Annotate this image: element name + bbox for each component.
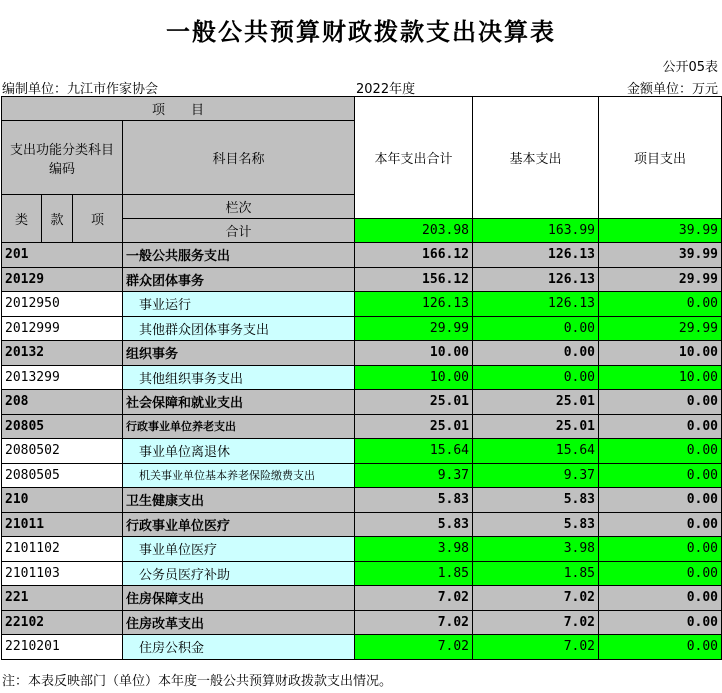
- table-row: [2, 341, 722, 366]
- row-name: 群众团体事务: [123, 267, 355, 292]
- row-total: 25.01: [355, 414, 473, 439]
- table-row: [2, 488, 722, 513]
- row-name: 组织事务: [123, 341, 355, 366]
- row-basic: 5.83: [473, 512, 599, 537]
- row-basic: 0.00: [473, 316, 599, 341]
- header-basic: 基本支出: [473, 97, 599, 219]
- budget-table: [1, 96, 722, 660]
- table-row: [2, 463, 722, 488]
- row-project: 39.99: [599, 243, 722, 268]
- row-name: 公务员医疗补助: [123, 561, 355, 586]
- table-row: [2, 610, 722, 635]
- table-row: [2, 243, 722, 268]
- row-total: 10.00: [355, 341, 473, 366]
- report-meta: [2, 78, 718, 96]
- row-code: 20129: [2, 267, 123, 292]
- row-code: 21011: [2, 512, 123, 537]
- row-total: 9.37: [355, 463, 473, 488]
- row-basic: 7.02: [473, 586, 599, 611]
- row-code: 2080502: [2, 439, 123, 464]
- row-basic: 7.02: [473, 610, 599, 635]
- row-total: 5.83: [355, 512, 473, 537]
- row-basic: 126.13: [473, 243, 599, 268]
- row-basic: 0.00: [473, 341, 599, 366]
- row-total: 7.02: [355, 586, 473, 611]
- footnote: 注：本表反映部门（单位）本年度一般公共预算财政拨款支出情况。: [2, 674, 393, 689]
- row-project: 0.00: [599, 537, 722, 562]
- sum-project: 39.99: [599, 219, 722, 243]
- table-row: [2, 414, 722, 439]
- row-project: 0.00: [599, 463, 722, 488]
- sum-basic: 163.99: [473, 219, 599, 243]
- row-name: 卫生健康支出: [123, 488, 355, 513]
- row-basic: 9.37: [473, 463, 599, 488]
- row-total: 156.12: [355, 267, 473, 292]
- row-code: 20132: [2, 341, 123, 366]
- row-total: 7.02: [355, 610, 473, 635]
- report-year: 2022年度: [356, 82, 416, 97]
- sum-label: 合计: [123, 219, 355, 243]
- row-code: 2080505: [2, 463, 123, 488]
- row-code: 221: [2, 586, 123, 611]
- row-basic: 25.01: [473, 390, 599, 415]
- row-project: 0.00: [599, 439, 722, 464]
- header-code: 支出功能分类科目编码: [2, 121, 123, 195]
- row-total: 166.12: [355, 243, 473, 268]
- row-project: 0.00: [599, 292, 722, 317]
- row-name: 一般公共服务支出: [123, 243, 355, 268]
- row-project: 0.00: [599, 610, 722, 635]
- row-project: 0.00: [599, 512, 722, 537]
- row-name: 住房保障支出: [123, 586, 355, 611]
- table-row: [2, 439, 722, 464]
- row-total: 10.00: [355, 365, 473, 390]
- row-code: 2210201: [2, 635, 123, 660]
- row-total: 126.13: [355, 292, 473, 317]
- report-title: 一般公共预算财政拨款支出决算表: [166, 18, 556, 46]
- row-total: 29.99: [355, 316, 473, 341]
- header-total: 本年支出合计: [355, 97, 473, 219]
- row-basic: 126.13: [473, 267, 599, 292]
- row-project: 10.00: [599, 341, 722, 366]
- row-name: 机关事业单位基本养老保险缴费支出: [123, 463, 355, 488]
- row-code: 2101102: [2, 537, 123, 562]
- row-code: 20805: [2, 414, 123, 439]
- row-project: 0.00: [599, 390, 722, 415]
- row-project: 0.00: [599, 414, 722, 439]
- row-name: 行政事业单位养老支出: [123, 414, 355, 439]
- row-code: 210: [2, 488, 123, 513]
- row-basic: 15.64: [473, 439, 599, 464]
- row-name: 住房改革支出: [123, 610, 355, 635]
- header-kuan: 款: [42, 195, 73, 243]
- row-name: 其他群众团体事务支出: [123, 316, 355, 341]
- row-project: 0.00: [599, 635, 722, 660]
- header-item: 项 目: [2, 97, 355, 121]
- row-code: 22102: [2, 610, 123, 635]
- row-name: 行政事业单位医疗: [123, 512, 355, 537]
- row-name: 事业单位离退休: [123, 439, 355, 464]
- row-basic: 25.01: [473, 414, 599, 439]
- row-project: 0.00: [599, 561, 722, 586]
- row-project: 0.00: [599, 586, 722, 611]
- table-row: [2, 316, 722, 341]
- row-name: 事业运行: [123, 292, 355, 317]
- header-lei: 类: [2, 195, 42, 243]
- row-project: 0.00: [599, 488, 722, 513]
- row-project: 10.00: [599, 365, 722, 390]
- row-name: 事业单位医疗: [123, 537, 355, 562]
- row-code: 2013299: [2, 365, 123, 390]
- row-code: 2012999: [2, 316, 123, 341]
- row-name: 社会保障和就业支出: [123, 390, 355, 415]
- table-row: [2, 292, 722, 317]
- row-name: 其他组织事务支出: [123, 365, 355, 390]
- row-basic: 5.83: [473, 488, 599, 513]
- row-name: 住房公积金: [123, 635, 355, 660]
- table-row: [2, 537, 722, 562]
- header-lanci: 栏次: [123, 195, 355, 219]
- row-basic: 0.00: [473, 365, 599, 390]
- header-xiang: 项: [73, 195, 123, 243]
- table-row: [2, 267, 722, 292]
- row-code: 2101103: [2, 561, 123, 586]
- table-row: [2, 512, 722, 537]
- row-total: 5.83: [355, 488, 473, 513]
- sum-total: 203.98: [355, 219, 473, 243]
- header-row-1: [2, 97, 722, 121]
- row-code: 208: [2, 390, 123, 415]
- row-total: 15.64: [355, 439, 473, 464]
- row-basic: 126.13: [473, 292, 599, 317]
- row-total: 1.85: [355, 561, 473, 586]
- table-row: [2, 561, 722, 586]
- row-code: 201: [2, 243, 123, 268]
- table-row: [2, 390, 722, 415]
- table-row: [2, 586, 722, 611]
- money-unit: 金额单位：万元: [626, 82, 718, 97]
- row-total: 3.98: [355, 537, 473, 562]
- table-row: [2, 365, 722, 390]
- row-basic: 7.02: [473, 635, 599, 660]
- row-project: 29.99: [599, 316, 722, 341]
- table-row: [2, 635, 722, 660]
- row-project: 29.99: [599, 267, 722, 292]
- row-total: 25.01: [355, 390, 473, 415]
- row-basic: 1.85: [473, 561, 599, 586]
- row-total: 7.02: [355, 635, 473, 660]
- form-number: 公开05表: [662, 60, 718, 75]
- row-code: 2012950: [2, 292, 123, 317]
- compiling-unit: 编制单位：九江市作家协会: [2, 82, 159, 97]
- header-project: 项目支出: [599, 97, 722, 219]
- header-name: 科目名称: [123, 121, 355, 195]
- row-basic: 3.98: [473, 537, 599, 562]
